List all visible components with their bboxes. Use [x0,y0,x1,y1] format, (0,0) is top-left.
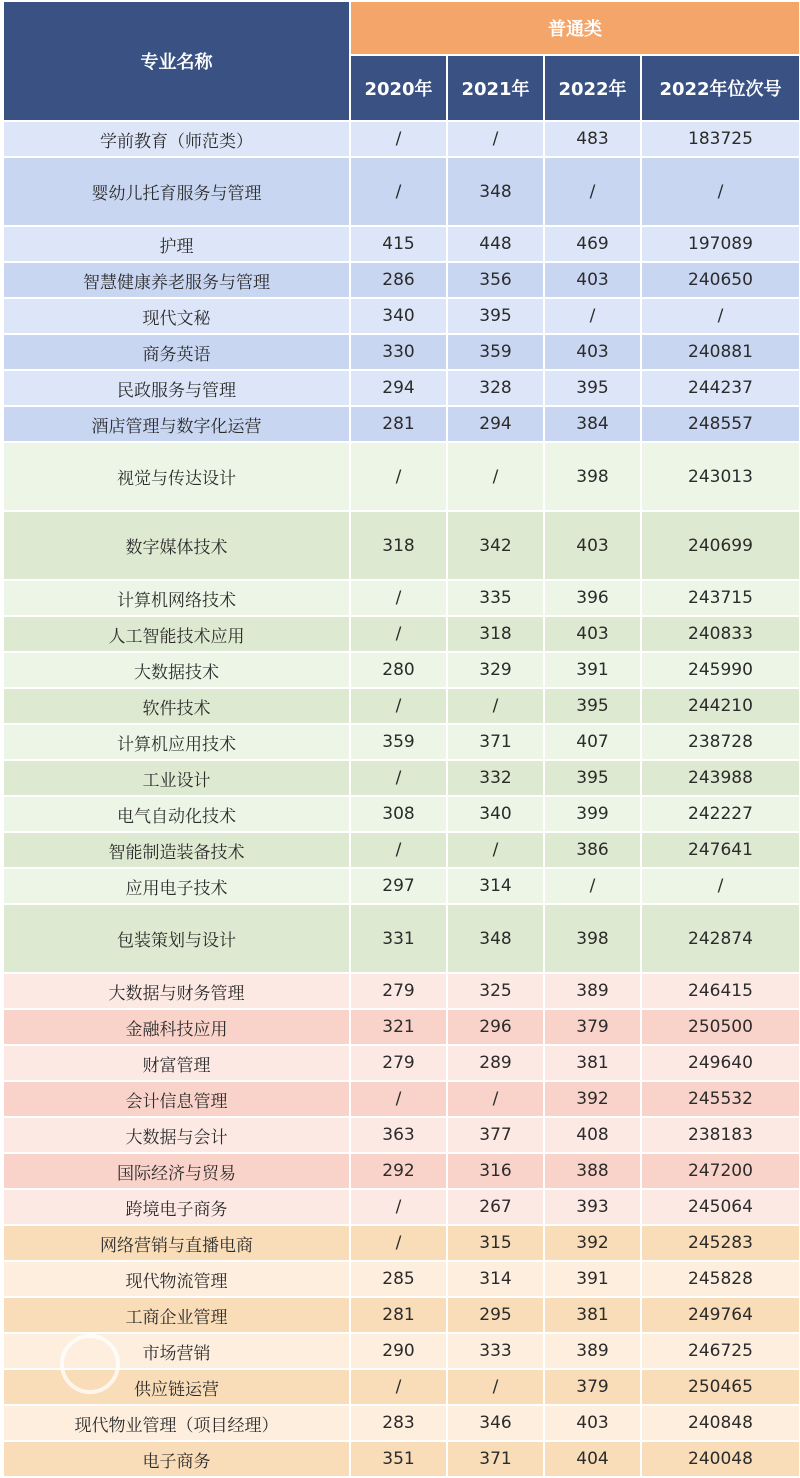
rank-2022-cell: 240048 [642,1442,799,1478]
major-name-cell: 学前教育（师范类） [4,122,351,158]
score-2020-cell: / [351,158,448,227]
major-name-cell: 电子商务 [4,1442,351,1478]
score-2022-cell: 395 [545,761,642,797]
score-2021-cell: 333 [448,1334,545,1370]
score-2021-cell: 448 [448,227,545,263]
table-row [4,227,799,263]
major-name-cell: 国际经济与贸易 [4,1154,351,1190]
major-name-cell: 数字媒体技术 [4,512,351,581]
score-2022-cell: 469 [545,227,642,263]
score-2022-cell: 381 [545,1046,642,1082]
major-name-cell: 酒店管理与数字化运营 [4,407,351,443]
rank-2022-cell: 245283 [642,1226,799,1262]
table-row [4,371,799,407]
major-name-cell: 现代文秘 [4,299,351,335]
rank-2022-cell: 244210 [642,689,799,725]
score-2021-cell: 329 [448,653,545,689]
rank-2022-cell: 238728 [642,725,799,761]
table-row [4,1118,799,1154]
score-2022-cell: 396 [545,581,642,617]
score-2020-cell: 283 [351,1406,448,1442]
score-2022-cell: / [545,299,642,335]
rank-2022-cell: 242227 [642,797,799,833]
score-2020-cell: 351 [351,1442,448,1478]
score-2021-cell: 371 [448,725,545,761]
table-row [4,1406,799,1442]
rank-2022-cell: 250500 [642,1010,799,1046]
score-2021-cell: 318 [448,617,545,653]
rank-2022-cell: 247200 [642,1154,799,1190]
score-2022-cell: 391 [545,653,642,689]
score-2020-cell: / [351,689,448,725]
major-name-cell: 人工智能技术应用 [4,617,351,653]
major-name-cell: 大数据与会计 [4,1118,351,1154]
score-2022-cell: 398 [545,443,642,512]
table-row [4,1262,799,1298]
major-name-cell: 护理 [4,227,351,263]
score-2022-cell: / [545,869,642,905]
score-2021-cell: / [448,689,545,725]
score-2020-cell: / [351,1226,448,1262]
table-row [4,1370,799,1406]
score-2020-cell: 285 [351,1262,448,1298]
score-2022-cell: 395 [545,689,642,725]
score-2022-cell: 379 [545,1010,642,1046]
rank-2022-cell: 245990 [642,653,799,689]
table-row [4,974,799,1010]
table-row [4,1154,799,1190]
score-2021-cell: / [448,1370,545,1406]
table-row [4,1010,799,1046]
major-name-cell: 商务英语 [4,335,351,371]
score-2020-cell: 279 [351,1046,448,1082]
major-name-cell: 智慧健康养老服务与管理 [4,263,351,299]
major-name-cell: 会计信息管理 [4,1082,351,1118]
rank-2022-cell: 249640 [642,1046,799,1082]
year-2021-header: 2021年 [448,56,545,122]
score-2021-cell: 342 [448,512,545,581]
table-row [4,869,799,905]
score-2020-cell: / [351,1190,448,1226]
rank-2022-cell: 243715 [642,581,799,617]
score-2021-cell: / [448,443,545,512]
score-2021-cell: 289 [448,1046,545,1082]
rank-2022-cell: 240881 [642,335,799,371]
rank-2022-cell: 183725 [642,122,799,158]
general-category-header: 普通类 [351,2,799,56]
rank-2022-header: 2022年位次号 [642,56,799,122]
score-2022-cell: 483 [545,122,642,158]
score-2022-cell: 381 [545,1298,642,1334]
score-2021-cell: 359 [448,335,545,371]
admission-score-table [4,2,799,1478]
major-name-cell: 跨境电子商务 [4,1190,351,1226]
table-row [4,299,799,335]
table-body [4,122,799,1478]
score-2020-cell: 292 [351,1154,448,1190]
score-2021-cell: 395 [448,299,545,335]
major-name-cell: 网络营销与直播电商 [4,1226,351,1262]
rank-2022-cell: / [642,158,799,227]
table-row [4,1046,799,1082]
major-name-cell: 婴幼儿托育服务与管理 [4,158,351,227]
major-name-cell: 计算机应用技术 [4,725,351,761]
score-2022-cell: 389 [545,974,642,1010]
table-row [4,407,799,443]
score-2021-cell: 315 [448,1226,545,1262]
score-2021-cell: 295 [448,1298,545,1334]
table-row [4,905,799,974]
score-2022-cell: 384 [545,407,642,443]
rank-2022-cell: 243988 [642,761,799,797]
table-row [4,581,799,617]
rank-2022-cell: 246415 [642,974,799,1010]
rank-2022-cell: 247641 [642,833,799,869]
score-2021-cell: 316 [448,1154,545,1190]
major-name-cell: 现代物流管理 [4,1262,351,1298]
rank-2022-cell: 240848 [642,1406,799,1442]
table-row [4,122,799,158]
table-row [4,797,799,833]
score-2020-cell: / [351,122,448,158]
score-2020-cell: / [351,443,448,512]
score-2021-cell: 348 [448,905,545,974]
score-2022-cell: 407 [545,725,642,761]
rank-2022-cell: 245532 [642,1082,799,1118]
score-2021-cell: 348 [448,158,545,227]
rank-2022-cell: 240833 [642,617,799,653]
major-name-cell: 计算机网络技术 [4,581,351,617]
score-2021-cell: 346 [448,1406,545,1442]
major-name-cell: 电气自动化技术 [4,797,351,833]
table-row [4,158,799,227]
major-name-cell: 民政服务与管理 [4,371,351,407]
year-2020-header: 2020年 [351,56,448,122]
score-2020-cell: 331 [351,905,448,974]
rank-2022-cell: 250465 [642,1370,799,1406]
score-2020-cell: 340 [351,299,448,335]
table-row [4,1442,799,1478]
rank-2022-cell: 244237 [642,371,799,407]
major-name-cell: 供应链运营 [4,1370,351,1406]
table-row [4,1334,799,1370]
score-2022-cell: 391 [545,1262,642,1298]
score-2021-cell: 371 [448,1442,545,1478]
score-2020-cell: 281 [351,407,448,443]
major-name-cell: 智能制造装备技术 [4,833,351,869]
table-row [4,335,799,371]
score-2022-cell: 408 [545,1118,642,1154]
header-row-group [4,2,799,56]
score-2022-cell: 403 [545,617,642,653]
table-row [4,761,799,797]
score-2021-cell: 356 [448,263,545,299]
table-row [4,725,799,761]
major-name-cell: 视觉与传达设计 [4,443,351,512]
major-name-cell: 大数据与财务管理 [4,974,351,1010]
table-row [4,1082,799,1118]
score-2020-cell: / [351,1082,448,1118]
major-name-cell: 大数据技术 [4,653,351,689]
score-2021-cell: / [448,1082,545,1118]
score-2020-cell: 294 [351,371,448,407]
score-2022-cell: 399 [545,797,642,833]
score-2020-cell: 415 [351,227,448,263]
score-2020-cell: 286 [351,263,448,299]
score-2021-cell: 332 [448,761,545,797]
rank-2022-cell: 249764 [642,1298,799,1334]
score-2022-cell: 392 [545,1226,642,1262]
table-row [4,1298,799,1334]
major-name-cell: 工商企业管理 [4,1298,351,1334]
score-2022-cell: 403 [545,263,642,299]
score-2020-cell: / [351,833,448,869]
table-row [4,1190,799,1226]
score-2020-cell: 330 [351,335,448,371]
major-name-cell: 金融科技应用 [4,1010,351,1046]
rank-2022-cell: 248557 [642,407,799,443]
major-name-cell: 现代物业管理（项目经理） [4,1406,351,1442]
score-2021-cell: 296 [448,1010,545,1046]
score-2022-cell: 388 [545,1154,642,1190]
score-2021-cell: 267 [448,1190,545,1226]
score-2020-cell: / [351,1370,448,1406]
major-name-cell: 工业设计 [4,761,351,797]
score-2021-cell: 328 [448,371,545,407]
score-2021-cell: / [448,122,545,158]
rank-2022-cell: 245828 [642,1262,799,1298]
table-row [4,833,799,869]
rank-2022-cell: 240650 [642,263,799,299]
score-2022-cell: 393 [545,1190,642,1226]
score-2022-cell: 386 [545,833,642,869]
rank-2022-cell: 240699 [642,512,799,581]
score-2022-cell: 392 [545,1082,642,1118]
score-2022-cell: 379 [545,1370,642,1406]
major-name-cell: 市场营销 [4,1334,351,1370]
score-2021-cell: 314 [448,869,545,905]
table-row [4,443,799,512]
score-2020-cell: / [351,761,448,797]
table-row [4,263,799,299]
score-2020-cell: 279 [351,974,448,1010]
rank-2022-cell: 242874 [642,905,799,974]
score-2021-cell: 294 [448,407,545,443]
score-2021-cell: / [448,833,545,869]
score-2022-cell: 404 [545,1442,642,1478]
score-2022-cell: 389 [545,1334,642,1370]
score-2020-cell: 359 [351,725,448,761]
score-2020-cell: 363 [351,1118,448,1154]
table-row [4,617,799,653]
score-2020-cell: 281 [351,1298,448,1334]
score-2021-cell: 340 [448,797,545,833]
table-row [4,689,799,725]
rank-2022-cell: 197089 [642,227,799,263]
rank-2022-cell: 243013 [642,443,799,512]
score-2020-cell: 321 [351,1010,448,1046]
major-name-cell: 软件技术 [4,689,351,725]
rank-2022-cell: / [642,869,799,905]
major-name-header: 专业名称 [4,2,351,122]
table-row [4,1226,799,1262]
score-2022-cell: 403 [545,512,642,581]
score-2021-cell: 335 [448,581,545,617]
score-2022-cell: / [545,158,642,227]
year-2022-header: 2022年 [545,56,642,122]
score-2020-cell: 308 [351,797,448,833]
score-2020-cell: 297 [351,869,448,905]
rank-2022-cell: / [642,299,799,335]
major-name-cell: 财富管理 [4,1046,351,1082]
table-row [4,653,799,689]
score-2020-cell: 280 [351,653,448,689]
score-2020-cell: / [351,581,448,617]
score-2022-cell: 395 [545,371,642,407]
rank-2022-cell: 238183 [642,1118,799,1154]
major-name-cell: 应用电子技术 [4,869,351,905]
major-name-cell: 包装策划与设计 [4,905,351,974]
score-2020-cell: 318 [351,512,448,581]
rank-2022-cell: 246725 [642,1334,799,1370]
score-2021-cell: 314 [448,1262,545,1298]
score-2020-cell: 290 [351,1334,448,1370]
score-2020-cell: / [351,617,448,653]
score-2021-cell: 377 [448,1118,545,1154]
rank-2022-cell: 245064 [642,1190,799,1226]
table-row [4,512,799,581]
score-2022-cell: 403 [545,1406,642,1442]
score-2022-cell: 398 [545,905,642,974]
score-2022-cell: 403 [545,335,642,371]
score-2021-cell: 325 [448,974,545,1010]
